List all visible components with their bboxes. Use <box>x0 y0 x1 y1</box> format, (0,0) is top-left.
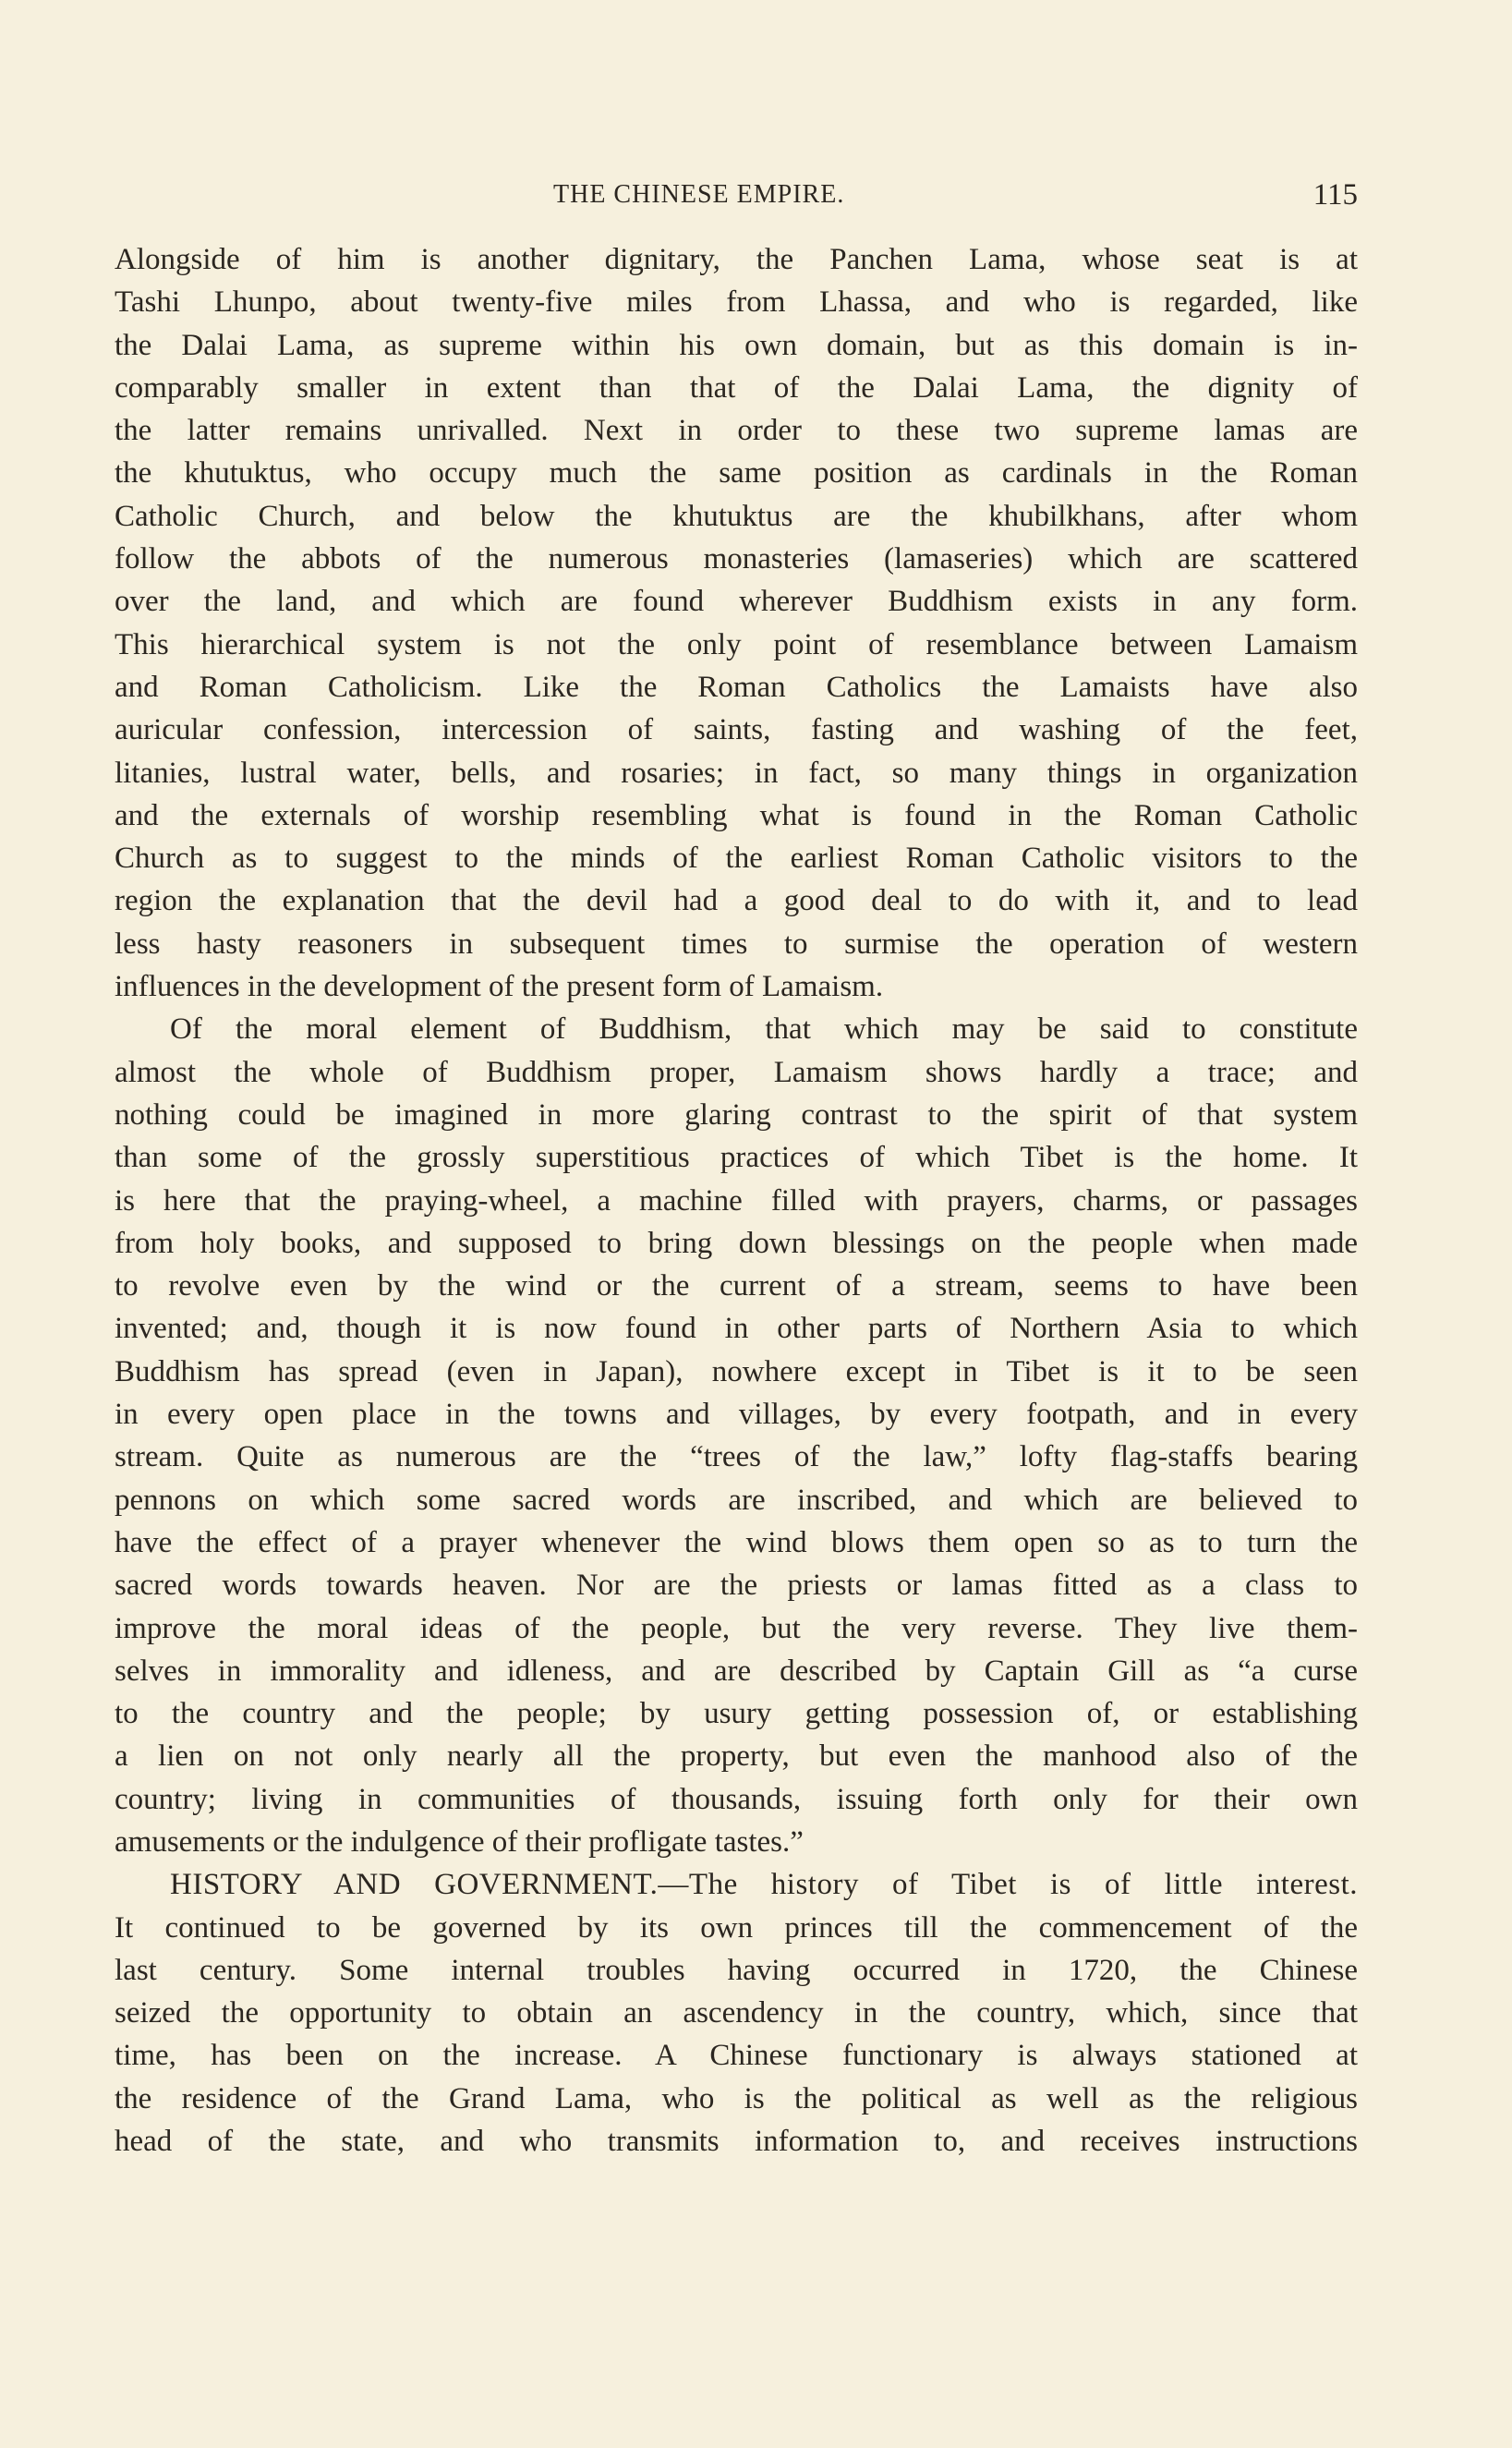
text-line: invented; and, though it is now found in other parts of Northern Asia to which <box>115 1312 1358 1346</box>
text-line: country; living in communities of thousands, issuing forth only for their own <box>115 1782 1358 1816</box>
text-line: region the explanation that the devil had a good deal to do with it, and to lead <box>115 884 1358 918</box>
running-title: THE CHINESE EMPIRE. <box>553 180 845 209</box>
paragraph-moral-element <box>115 1008 1358 1863</box>
text-line: the Dalai Lama, as supreme within his own domain, but as this domain is in- <box>115 328 1358 362</box>
text-line: comparably smaller in extent than that of the Dalai Lama, the dignity of <box>115 370 1358 405</box>
text-line: to the country and the people; by usury getting possession of, or establishing <box>115 1697 1358 1731</box>
text-line: is here that the praying-wheel, a machine filled with prayers, charms, or passages <box>115 1183 1358 1218</box>
text-line: selves in immorality and idleness, and are described by Captain Gill as “a curse <box>115 1654 1358 1688</box>
body-text <box>115 238 1358 2163</box>
text-line: than some of the grossly superstitious practices of which Tibet is the home. It <box>115 1141 1358 1175</box>
text-line: amusements or the indulgence of their profligate tastes.” <box>115 1824 804 1859</box>
text-line: the latter remains unrivalled. Next in order to these two supreme lamas are <box>115 414 1358 448</box>
text-line: auricular confession, intercession of saints, fasting and washing of the feet, <box>115 713 1358 747</box>
text-line: seized the opportunity to obtain an ascendency in the country, which, since that <box>115 1996 1358 2030</box>
text-line: Buddhism has spread (even in Japan), nowhere except in Tibet is it to be seen <box>115 1354 1358 1388</box>
text-line: the khutuktus, who occupy much the same position as cardinals in the Roman <box>115 456 1358 491</box>
text-line: nothing could be imagined in more glaring contrast to the spirit of that system <box>115 1097 1358 1132</box>
text-line: last century. Some internal troubles having occurred in 1720, the Chinese <box>115 1953 1358 1987</box>
text-line: time, has been on the increase. A Chinese functionary is always stationed at <box>115 2039 1358 2073</box>
text-line: to revolve even by the wind or the current of a stream, seems to have been <box>115 1269 1358 1303</box>
text-line: head of the state, and who transmits information to, and receives instructions <box>115 2125 1358 2159</box>
section-heading-line: HISTORY AND GOVERNMENT.—The history of Tibet is of little interest. <box>170 1868 1358 1902</box>
running-head <box>115 176 1358 214</box>
text-line: sacred words towards heaven. Nor are the priests or lamas fitted as a class to <box>115 1569 1358 1603</box>
text-line: Tashi Lhunpo, about twenty-five miles from Lhassa, and who is regarded, like <box>115 285 1358 320</box>
text-line: It continued to be governed by its own princes till the commencement of the <box>115 1910 1358 1945</box>
text-line: influences in the development of the present form of Lamaism. <box>115 970 884 1004</box>
page-number: 115 <box>1312 178 1358 212</box>
text-line: the residence of the Grand Lama, who is the political as well as the religious <box>115 2081 1358 2115</box>
text-line: Church as to suggest to the minds of the earliest Roman Catholic visitors to the <box>115 842 1358 876</box>
text-line: over the land, and which are found wherever Buddhism exists in any form. <box>115 585 1358 619</box>
text-line: improve the moral ideas of the people, but the very reverse. They live them- <box>115 1611 1358 1645</box>
text-line: follow the abbots of the numerous monasteries (lamaseries) which are scattered <box>115 542 1358 576</box>
text-line: almost the whole of Buddhism proper, Lamaism shows hardly a trace; and <box>115 1055 1358 1089</box>
paragraph-history-government <box>115 1863 1358 2163</box>
text-line: Of the moral element of Buddhism, that which may be said to constitute <box>170 1012 1358 1047</box>
text-line: stream. Quite as numerous are the “trees of the law,” lofty flag-staffs bearing <box>115 1440 1358 1474</box>
text-line: in every open place in the towns and villages, by every footpath, and in every <box>115 1398 1358 1432</box>
text-line: have the effect of a prayer whenever the wind blows them open so as to turn the <box>115 1525 1358 1559</box>
text-line: and Roman Catholicism. Like the Roman Catholics the Lamaists have also <box>115 670 1358 704</box>
text-line: litanies, lustral water, bells, and rosaries; in fact, so many things in organization <box>115 756 1358 790</box>
text-line: Catholic Church, and below the khutuktus are the khubilkhans, after whom <box>115 499 1358 533</box>
paragraph-hierarchy <box>115 238 1358 1008</box>
text-line: less hasty reasoners in subsequent times to surmise the operation of western <box>115 927 1358 961</box>
text-line: This hierarchical system is not the only point of resemblance between Lamaism <box>115 627 1358 661</box>
text-line: and the externals of worship resembling what is found in the Roman Catholic <box>115 798 1358 832</box>
text-line: from holy books, and supposed to bring down blessings on the people when made <box>115 1226 1358 1260</box>
text-line: a lien on not only nearly all the property, but even the manhood also of the <box>115 1739 1358 1774</box>
text-line: Alongside of him is another dignitary, the Panchen Lama, whose seat is at <box>115 243 1358 276</box>
text-line: pennons on which some sacred words are inscribed, and which are believed to <box>115 1483 1358 1517</box>
